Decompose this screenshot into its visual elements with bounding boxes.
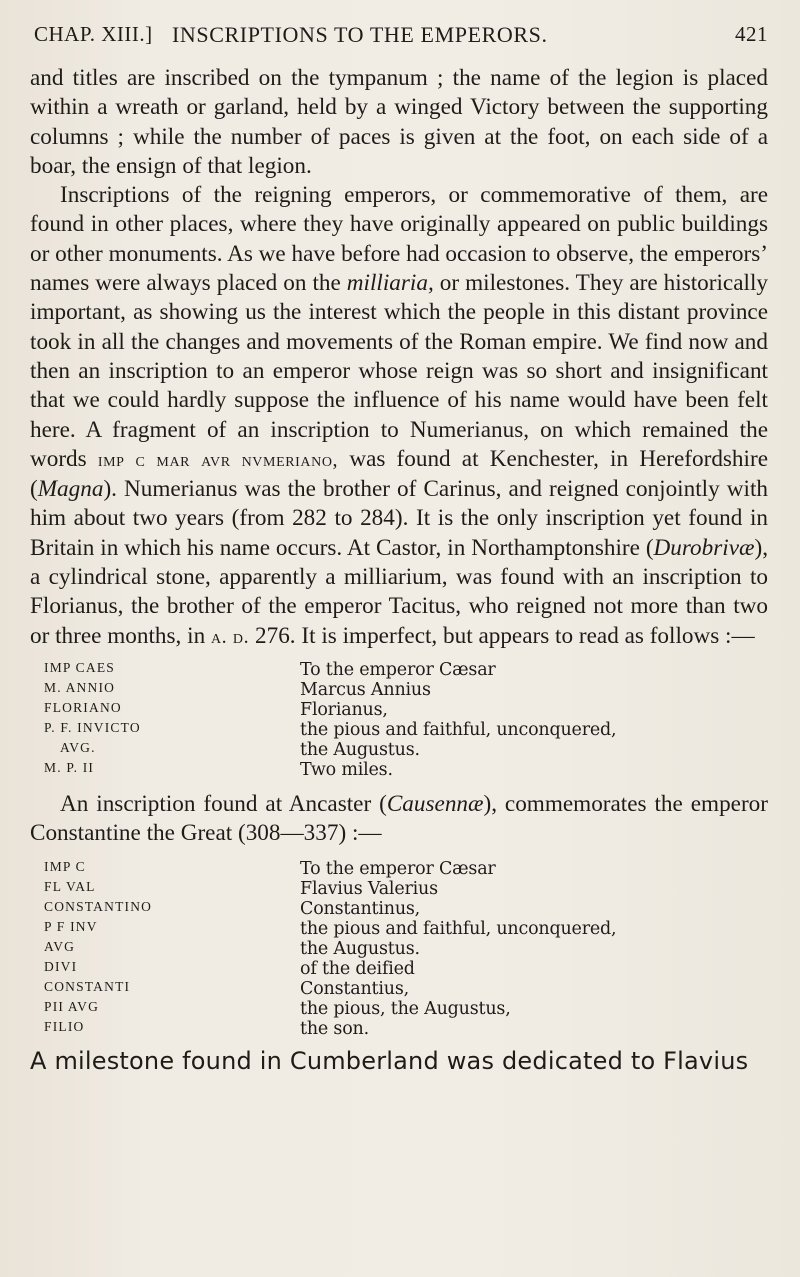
inscription-line: [0, 660, 800, 680]
term-milliaria: milliaria,: [346, 270, 434, 297]
inscription-line: [0, 700, 800, 720]
place-magna: Magna: [37, 476, 104, 503]
inscription-line: [0, 879, 800, 899]
paragraph-4-wrap: [30, 1047, 770, 1075]
paragraph-3-text-2: ), commemorates the emperor Constantine the Great (308—337) :—: [30, 791, 768, 847]
inscription-line: [0, 680, 800, 700]
inscription-line: [0, 859, 800, 879]
inscription-line: [0, 760, 800, 780]
latin-text: M. P. II: [44, 760, 95, 775]
running-header: [34, 22, 768, 56]
english-text: Flavius Valerius: [300, 879, 438, 899]
inscription-words: imp c mar avr nvmeriano,: [97, 448, 339, 471]
latin-text: PII AVG: [44, 999, 100, 1014]
paragraph-3: [30, 790, 768, 849]
inscription-line: [0, 720, 800, 740]
paragraph-2: [30, 181, 768, 652]
inscription-line: [0, 999, 800, 1019]
paragraph-2-text-4: ). Numerianus was the brother of Carinus, and reigned conjointly with him about two years (from 282 to 284). It is the only inscription yet found in Britain in which his name occurs. At Castor, in Northamptonshire (: [30, 476, 768, 561]
paragraph-2-text-1: Inscriptions of the reigning emperors, or commemorative of them, are found in other places, where they have originally appeared on public buildings or other monuments. As we have before had occasion to observe, the emperors’ names were always placed on the: [30, 182, 768, 297]
english-text: the pious and faithful, unconquered,: [300, 919, 617, 939]
paragraph-4: A milestone found in Cumberland was dedicated to Flavius: [30, 1047, 749, 1075]
inscription-constantine: [0, 859, 800, 1039]
main-text: [30, 64, 768, 652]
latin-text: P F INV: [44, 919, 98, 934]
english-text: Constantinus,: [300, 899, 421, 919]
paragraph-2-text-2: or milestones. They are historically important, as showing us the interest which the people in this distant province took in all the changes and movements of the Roman empire. We find now and then an inscription to an emperor whose reign was so short and insignificant that we could hardly suppose the influence of his name would have been felt here. A fragment of an inscription to Numerianus, on which remained the words: [30, 270, 768, 472]
paragraph-3-text-1: An inscription found at Ancaster (: [60, 791, 387, 817]
inscription-florianus: [0, 660, 800, 780]
english-text: Marcus Annius: [300, 680, 431, 700]
english-text: Florianus,: [300, 700, 388, 720]
latin-text: IMP C: [44, 859, 86, 874]
inscription-line: [0, 1019, 800, 1039]
inscription-line: [0, 959, 800, 979]
paragraph-2-text-5: ), a cylindrical stone, apparently a milliarium, was found with an inscription to Florianus, the brother of the emperor Tacitus, who reigned not more than two or three months, in: [30, 534, 768, 649]
latin-text: FL VAL: [44, 879, 96, 894]
english-text: To the emperor Cæsar: [300, 859, 496, 879]
english-text: of the deified: [300, 959, 415, 979]
english-text: Constantius,: [300, 979, 409, 999]
english-text: To the emperor Cæsar: [300, 660, 496, 680]
latin-text: CONSTANTI: [44, 979, 131, 994]
latin-text: M. ANNIO: [44, 680, 116, 695]
paragraph-1: and titles are inscribed on the tympanum ; the name of the legion is placed within a wreath or garland, held by a winged Victory between the supporting columns ; while the number of paces is given at the foot, on each side of a boar, the ensign of that legion.: [30, 65, 768, 179]
place-durobrivae: Durobrivæ: [653, 534, 755, 561]
era-ad: a. d.: [210, 625, 250, 648]
latin-text: FILIO: [44, 1019, 85, 1034]
latin-text: FLORIANO: [44, 700, 122, 715]
place-causennae: Causennæ: [386, 791, 484, 817]
latin-text: P. F. INVICTO: [44, 720, 141, 735]
inscription-line: [0, 919, 800, 939]
latin-text: AVG: [44, 939, 76, 954]
page-number: 421: [735, 22, 768, 46]
english-text: the Augustus.: [300, 939, 420, 959]
running-title: INSCRIPTIONS TO THE EMPERORS.: [172, 22, 548, 47]
latin-text: DIVI: [44, 959, 78, 974]
english-text: the pious, the Augustus,: [300, 999, 511, 1019]
inscription-line: [0, 979, 800, 999]
inscription-line: [0, 899, 800, 919]
paragraph-2-text-3: was found at Kenchester, in Herefordshire (: [30, 445, 768, 503]
english-text: Two miles.: [300, 760, 393, 780]
main-text-2: [30, 790, 768, 849]
inscription-line: [0, 939, 800, 959]
paragraph-2-text-6: 276. It is imperfect, but appears to read as follows :—: [249, 622, 755, 649]
latin-text: IMP CAES: [44, 660, 115, 675]
chapter-label: CHAP. XIII.]: [34, 22, 153, 46]
english-text: the pious and faithful, unconquered,: [300, 720, 617, 740]
english-text: the son.: [300, 1019, 369, 1039]
inscription-line: [0, 740, 800, 760]
english-text: the Augustus.: [300, 740, 420, 760]
latin-text: CONSTANTINO: [44, 899, 153, 914]
latin-text: AVG.: [60, 740, 96, 755]
